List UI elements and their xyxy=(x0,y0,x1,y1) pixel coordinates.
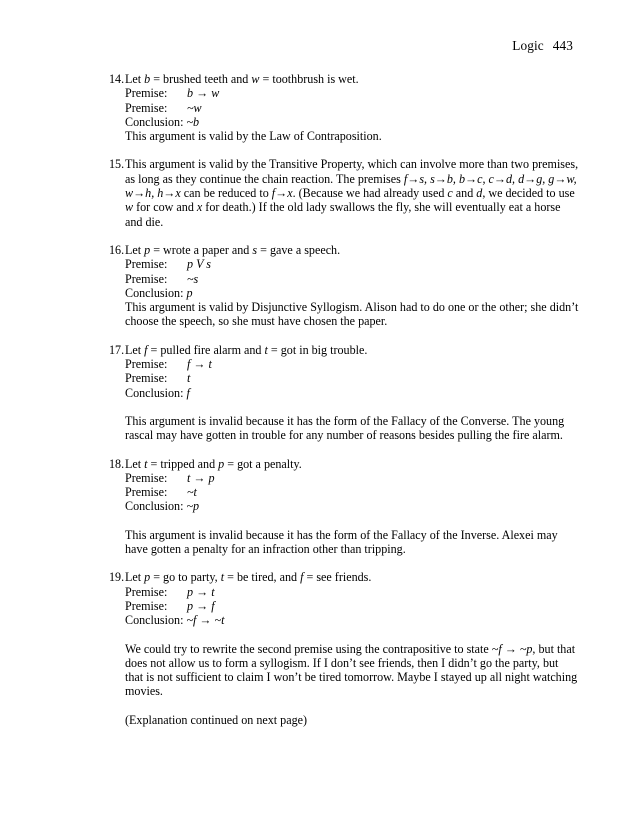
premise-row: Premise: p → t xyxy=(125,584,215,599)
premise-row: Premise: t xyxy=(125,371,191,386)
section-title: Logic xyxy=(512,38,544,53)
exercise-number: 18. xyxy=(109,456,125,471)
premise-1: t → p xyxy=(187,470,215,485)
exercise-18 xyxy=(109,457,579,557)
explanation: This argument is valid by Disjunctive Syllogism. Alison had to do one or the other; she didn’t choose the speech, so she must have chosen the paper. xyxy=(125,300,579,329)
conclusion: ~p xyxy=(186,499,200,514)
exercise-17 xyxy=(109,343,579,443)
explanation: This argument is valid by the Law of Contraposition. xyxy=(125,129,382,144)
exercise-number: 16. xyxy=(109,242,125,257)
conclusion-row: Conclusion: p xyxy=(125,285,193,300)
explanation: This argument is valid by the Transitive Property, which can involve more than two premises, as long as they continue the chain reaction. The premises f→s, s→b, b→c, c→d, d→g, g→w, w→h, h→x can be reduced to f→x. (Because we had already used c and d, we decided to use w for cow and x for death.) If the old lady swallows the fly, she will eventually eat a horse and die. xyxy=(125,157,579,229)
premise-row: Premise: b → w xyxy=(125,86,220,101)
exercise-intro: Let f = pulled fire alarm and t = got in big trouble. xyxy=(125,342,368,357)
premise-1: p V s xyxy=(187,257,211,272)
explanation: We could try to rewrite the second premise using the contrapositive to state ~f → ~p, but that does not allow us to form a syllogism. If I don’t see friends, then I didn’t go the party, but that is not sufficient to claim I won’t be tired tomorrow. Maybe I stayed up all night watching movies. xyxy=(125,641,578,699)
premise-row: Premise: ~s xyxy=(125,271,199,286)
premise-row: Premise: t → p xyxy=(125,470,215,485)
premise-row: Premise: ~t xyxy=(125,485,197,500)
conclusion: ~f → ~t xyxy=(186,613,225,628)
explanation: This argument is invalid because it has the form of the Fallacy of the Converse. The young rascal may have gotten in trouble for any number of reasons besides pulling the fire alarm. xyxy=(125,413,565,443)
continued-note: (Explanation continued on next page) xyxy=(125,712,308,727)
conclusion-row: Conclusion: ~p xyxy=(125,499,200,514)
premise-1: b → w xyxy=(187,86,220,101)
running-header xyxy=(512,38,573,54)
exercise-number: 17. xyxy=(109,342,125,357)
exercise-number: 19. xyxy=(109,570,125,585)
conclusion: f xyxy=(186,385,190,400)
exercise-number: 14. xyxy=(109,72,125,86)
exercise-intro: Let p = wrote a paper and s = gave a speech. xyxy=(125,242,341,257)
premise-1: p → t xyxy=(187,584,215,599)
premise-2: p → f xyxy=(187,598,215,613)
exercise-16 xyxy=(109,243,579,329)
exercise-intro: Let t = tripped and p = got a penalty. xyxy=(125,456,302,471)
conclusion-row: Conclusion: ~b xyxy=(125,114,200,129)
page-number: 443 xyxy=(552,38,573,53)
premise-2: t xyxy=(187,371,191,386)
page-content xyxy=(109,72,579,741)
premise-2: ~w xyxy=(187,100,202,115)
exercise-intro: Let p = go to party, t = be tired, and f = see friends. xyxy=(125,570,372,585)
premise-1: f → t xyxy=(187,357,212,372)
exercise-19 xyxy=(109,570,579,727)
conclusion-row: Conclusion: ~f → ~t xyxy=(125,613,225,628)
premise-row: Premise: p V s xyxy=(125,257,211,272)
conclusion-row: Conclusion: f xyxy=(125,385,190,400)
premise-2: ~s xyxy=(187,271,199,286)
premise-row: Premise: ~w xyxy=(125,100,202,115)
exercise-intro: Let b = brushed teeth and w = toothbrush is wet. xyxy=(125,72,359,86)
exercise-number: 15. xyxy=(109,157,125,172)
conclusion: ~b xyxy=(186,114,200,129)
premise-row: Premise: p → f xyxy=(125,598,215,613)
premise-row: Premise: f → t xyxy=(125,357,212,372)
exercise-15 xyxy=(109,157,579,228)
premise-2: ~t xyxy=(187,485,197,500)
exercise-14 xyxy=(109,72,579,143)
explanation: This argument is invalid because it has the form of the Fallacy of the Inverse. Alexei may have gotten a penalty for an infraction other than tripping. xyxy=(125,527,558,557)
conclusion: p xyxy=(186,285,193,300)
